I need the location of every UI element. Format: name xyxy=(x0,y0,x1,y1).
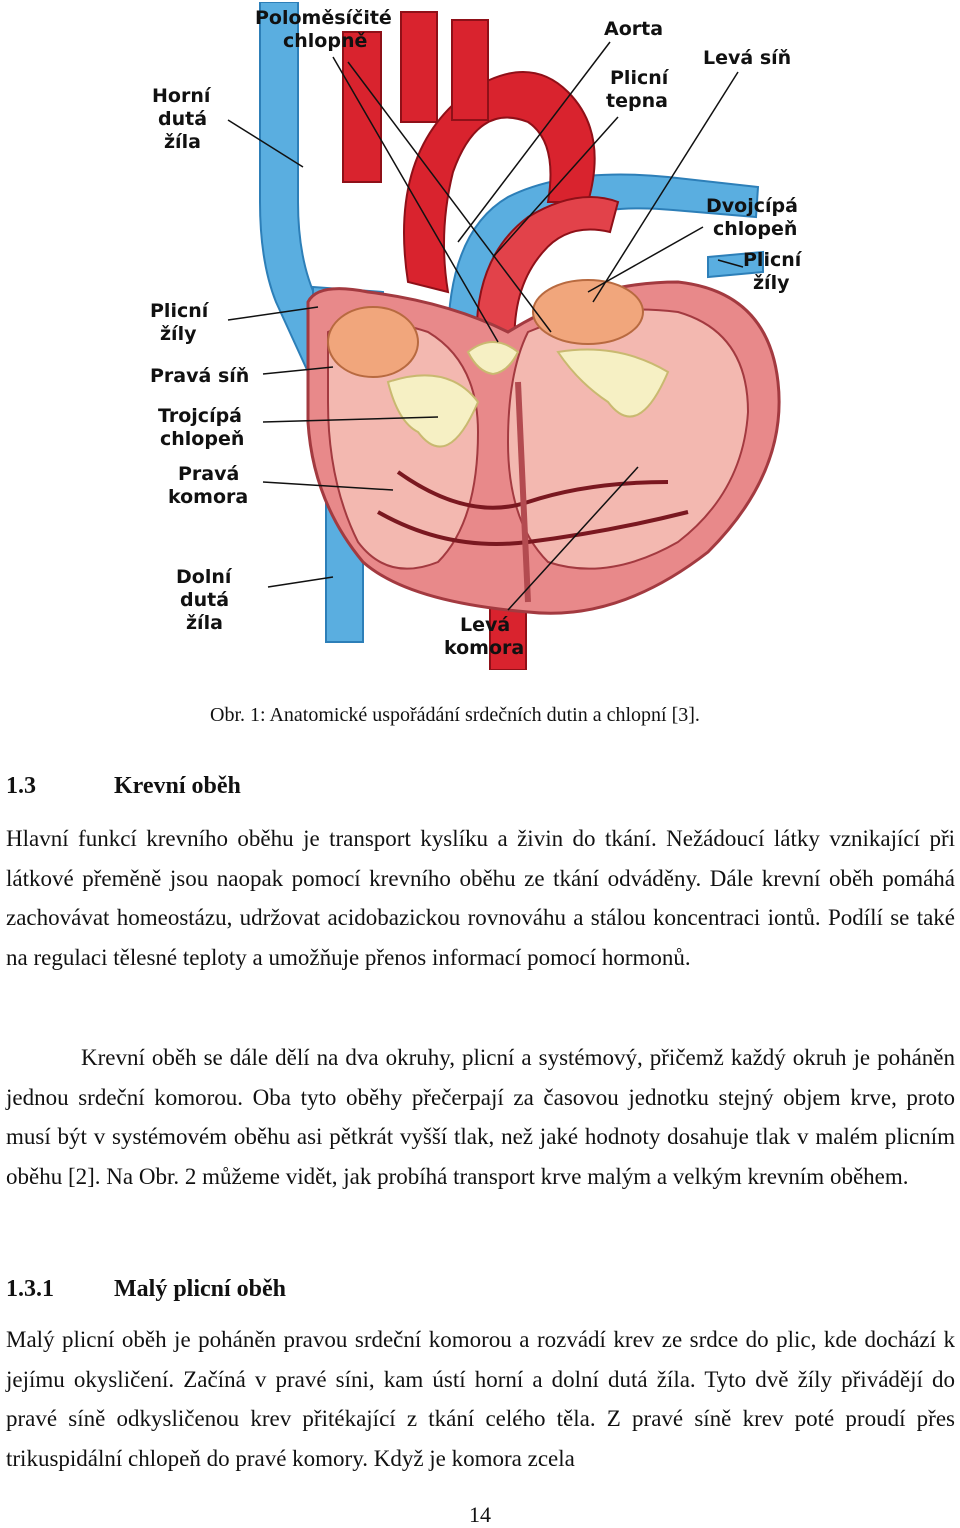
label-dvojcipa-1: Dvojcípá xyxy=(706,195,798,217)
label-plicni-zily-right-1: Plicní xyxy=(743,249,802,271)
section-number: 1.3 xyxy=(6,773,36,799)
label-plicni-zily-left-1: Plicní xyxy=(150,300,209,322)
label-leva-komora-2: komora xyxy=(444,637,525,659)
paragraph-1: Hlavní funkcí krevního oběhu je transport kyslíku a živin do tkání. Nežádoucí látky vznikající při látkové přeměně jsou naopak pomocí krevního oběhu ze tkání odváděny. Dále krevní oběh pomáhá zachovávat homeostázu, udržovat acidobazickou rovnováhu a stálou koncentraci iontů. Podílí se také na regulaci tělesné teploty a umožňuje přenos informací pomocí hormonů. xyxy=(6,826,955,970)
label-prava-komora-1: Pravá xyxy=(178,463,240,485)
label-trojcipa-1: Trojcípá xyxy=(158,405,243,427)
label-horni-duta-1: Horní xyxy=(152,85,211,107)
label-dolni-duta-2: dutá xyxy=(180,589,230,611)
heart-illustration xyxy=(148,2,811,670)
label-dolni-duta-1: Dolní xyxy=(176,566,232,588)
subsection-number: 1.3.1 xyxy=(6,1276,54,1302)
label-trojcipa-2: chlopeň xyxy=(160,428,245,450)
label-polomesicite-1: Poloměsíčité xyxy=(255,7,392,29)
label-plicni-tepna-1: Plicní xyxy=(610,67,669,89)
label-aorta: Aorta xyxy=(604,18,664,40)
label-plicni-zily-right-2: žíly xyxy=(753,272,790,294)
label-dvojcipa-2: chlopeň xyxy=(713,218,798,240)
subsection-title: Malý plicní oběh xyxy=(114,1276,287,1302)
page-number: 14 xyxy=(469,1502,491,1527)
label-horni-duta-3: žíla xyxy=(164,131,201,153)
label-dolni-duta-3: žíla xyxy=(186,612,223,634)
label-prava-sin: Pravá síň xyxy=(150,365,250,387)
figure-caption: Obr. 1: Anatomické uspořádání srdečních dutin a chlopní [3]. xyxy=(210,704,700,726)
heart-body xyxy=(308,280,779,613)
label-polomesicite-2: chlopně xyxy=(283,30,368,52)
label-prava-komora-2: komora xyxy=(168,486,249,508)
section-title: Krevní oběh xyxy=(114,773,241,799)
paragraph-2: Krevní oběh se dále dělí na dva okruhy, plicní a systémový, přičemž každý okruh je poháněn jednou srdeční komorou. Oba tyto oběhy přečerpají za časovou jednotku stejný objem krve, proto musí být v systémovém oběhu asi pětkrát vyšší tlak, než jaké hodnoty dosahuje tlak v malém plicním oběhu [2]. Na Obr. 2 můžeme vidět, jak probíhá transport krve malým a velkým krevním oběhem. xyxy=(6,1045,955,1189)
label-leva-komora-1: Levá xyxy=(460,614,511,636)
label-horni-duta-2: dutá xyxy=(158,108,208,130)
paragraph-3: Malý plicní oběh je poháněn pravou srdeční komorou a rozvádí krev ze srdce do plic, kde dochází k jejímu okysličení. Začíná v pravé síni, kam ústí horní a dolní dutá žíla. Tyto dvě žíly přivádějí do pravé síně odkysličenou krev přitékající z tkání celého těla. Z pravé síně krev poté proudí přes trikuspidální chlopeň do pravé komory. Když je komora zcela xyxy=(6,1327,955,1471)
label-plicni-tepna-2: tepna xyxy=(606,90,668,112)
heart-anatomy-figure xyxy=(148,2,811,670)
label-leva-sin: Levá síň xyxy=(703,47,792,69)
label-plicni-zily-left-2: žíly xyxy=(160,323,197,345)
